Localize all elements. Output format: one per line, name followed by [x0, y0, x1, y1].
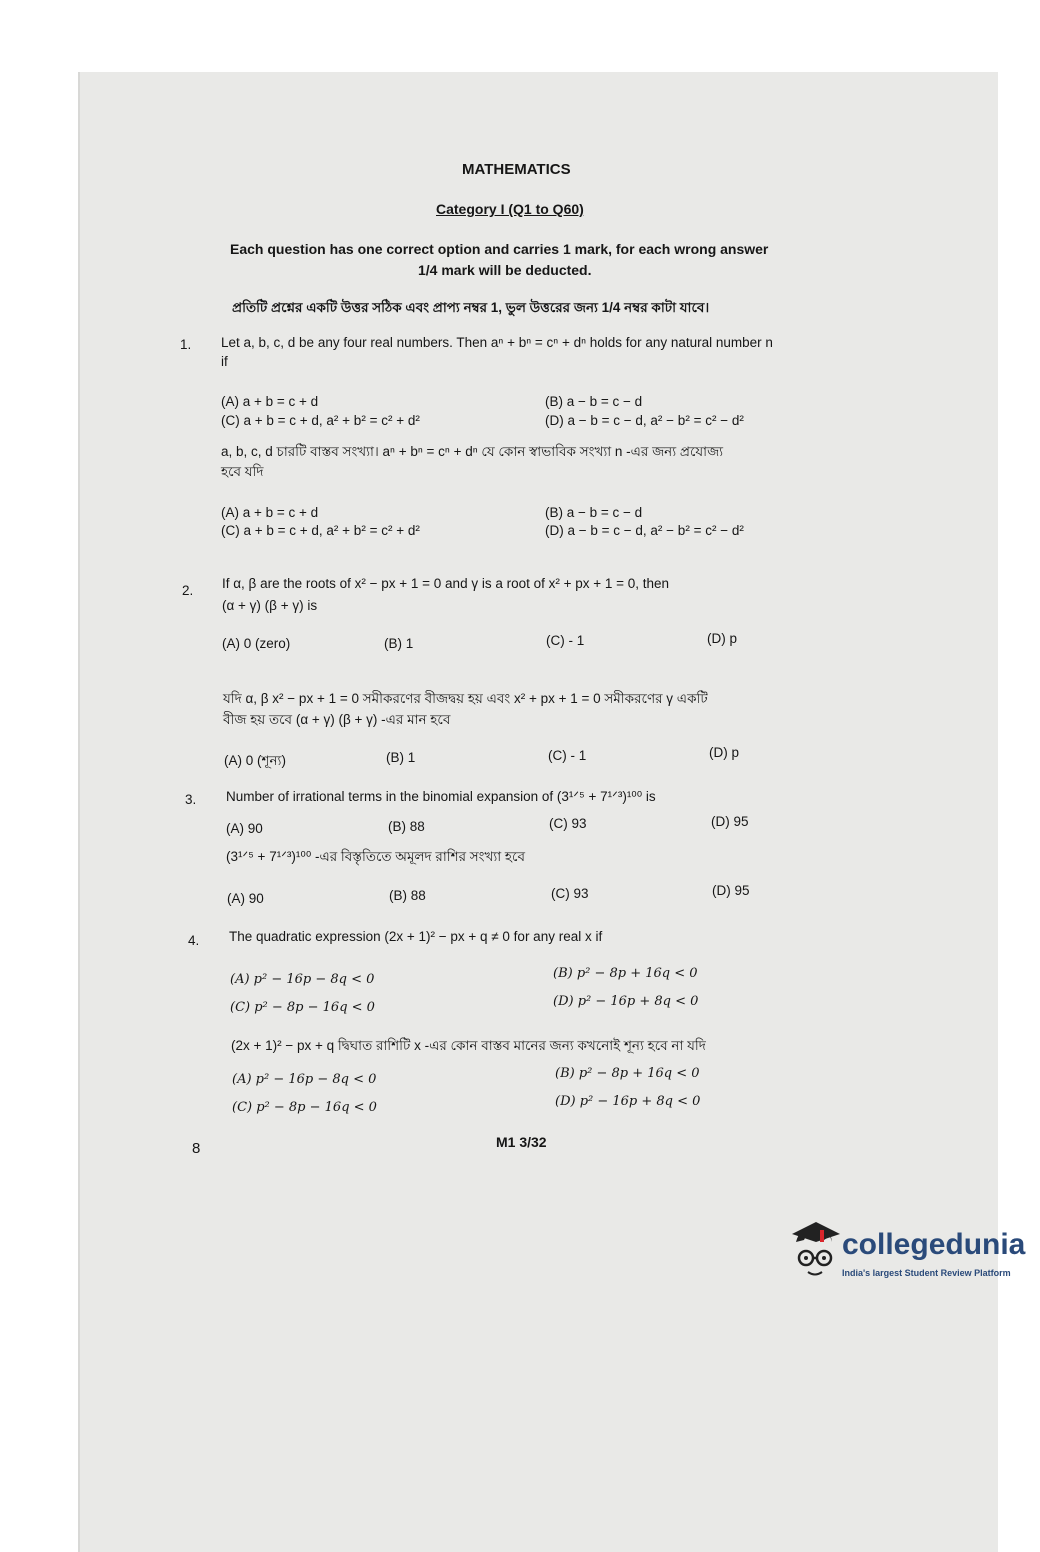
q1-option-a: (A) a + b = c + d: [221, 394, 319, 409]
q1-option-d: (D) a − b = c − d, a² − b² = c² − d²: [545, 413, 744, 428]
q4-bengali-option-a: (A) p² − 16p − 8q < 0: [232, 1072, 377, 1087]
q3-option-c: (C) 93: [549, 816, 587, 831]
q4-bengali-option-b: (B) p² − 8p + 16q < 0: [555, 1066, 700, 1081]
q2-bengali-stem-cont: বীজ হয় তবে (α + γ) (β + γ) -এর মান হবে: [223, 712, 451, 727]
q2-option-d: (D) p: [707, 631, 737, 646]
q4-option-c: (C) p² − 8p − 16q < 0: [230, 1000, 375, 1015]
q2-bengali-stem: যদি α, β x² − px + 1 = 0 সমীকরণের বীজদ্বয় হয় এবং x² + px + 1 = 0 সমীকরণের γ একটি: [223, 691, 708, 706]
question-1-stem-cont: if: [221, 354, 228, 369]
q3-option-d: (D) 95: [711, 814, 749, 829]
q2-option-c: (C) - 1: [546, 633, 585, 648]
q2-bengali-option-b: (B) 1: [386, 750, 416, 765]
logo-wordmark: collegedunia: [842, 1228, 1026, 1261]
q2-option-a: (A) 0 (zero): [222, 636, 291, 651]
instruction-bengali: প্রতিটি প্রশ্নের একটি উত্তর সঠিক এবং প্রাপ্য নম্বর 1, ভুল উত্তরের জন্য 1/4 নম্বর কাটা যাবে।: [232, 300, 710, 315]
q1-bengali-stem: a, b, c, d চারটি বাস্তব সংখ্যা। aⁿ + bⁿ = cⁿ + dⁿ যে কোন স্বাভাবিক সংখ্যা n -এর জন্য প্রযোজ্য: [221, 444, 724, 459]
q2-bengali-option-a: (A) 0 (শূন্য): [224, 753, 286, 768]
q3-bengali-option-c: (C) 93: [551, 886, 589, 901]
question-1-stem: Let a, b, c, d be any four real numbers. Then aⁿ + bⁿ = cⁿ + dⁿ holds for any natural number n: [221, 335, 773, 350]
q1-bengali-option-a: (A) a + b = c + d: [221, 505, 319, 520]
q4-bengali-option-d: (D) p² − 16p + 8q < 0: [555, 1094, 701, 1109]
q1-bengali-option-b: (B) a − b = c − d: [545, 505, 643, 520]
q2-option-b: (B) 1: [384, 636, 414, 651]
q4-option-d: (D) p² − 16p + 8q < 0: [553, 994, 699, 1009]
question-4-stem: The quadratic expression (2x + 1)² − px + q ≠ 0 for any real x if: [229, 929, 603, 944]
page-title: MATHEMATICS: [462, 161, 571, 178]
q1-option-b: (B) a − b = c − d: [545, 394, 643, 409]
q2-bengali-option-d: (D) p: [709, 745, 739, 760]
question-3-number: 3.: [185, 792, 197, 807]
question-2-stem: If α, β are the roots of x² − px + 1 = 0 and γ is a root of x² + px + 1 = 0, then: [222, 576, 670, 591]
question-4-number: 4.: [188, 933, 200, 948]
q4-option-a: (A) p² − 16p − 8q < 0: [230, 972, 375, 987]
q3-bengali-stem: (3¹ᐟ⁵ + 7¹ᐟ³)¹⁰⁰ -এর বিস্তৃতিতে অমূলদ রাশির সংখ্যা হবে: [226, 849, 525, 864]
question-3-stem: Number of irrational terms in the binomial expansion of (3¹ᐟ⁵ + 7¹ᐟ³)¹⁰⁰ is: [226, 789, 656, 804]
bengali-page-mark: 8: [192, 1140, 201, 1157]
q1-option-c: (C) a + b = c + d, a² + b² = c² + d²: [221, 413, 420, 428]
instruction-line-1: Each question has one correct option and carries 1 mark, for each wrong answer: [230, 241, 769, 257]
q3-bengali-option-a: (A) 90: [227, 891, 264, 906]
question-2-stem-cont: (α + γ) (β + γ) is: [222, 598, 318, 613]
category-heading: Category I (Q1 to Q60): [436, 201, 584, 217]
question-2-number: 2.: [182, 583, 194, 598]
logo-tagline: India's largest Student Review Platform: [842, 1268, 1011, 1278]
exam-sheet: [78, 72, 998, 1552]
q1-bengali-option-c: (C) a + b = c + d, a² + b² = c² + d²: [221, 523, 420, 538]
mascot-icon: [786, 1220, 842, 1290]
instruction-line-2: 1/4 mark will be deducted.: [418, 262, 592, 278]
page-number: M1 3/32: [496, 1134, 547, 1150]
q4-option-b: (B) p² − 8p + 16q < 0: [553, 966, 698, 981]
q4-bengali-option-c: (C) p² − 8p − 16q < 0: [232, 1100, 377, 1115]
q3-option-b: (B) 88: [388, 819, 425, 834]
collegedunia-logo: [786, 1216, 1026, 1296]
q2-bengali-option-c: (C) - 1: [548, 748, 587, 763]
q3-bengali-option-d: (D) 95: [712, 883, 750, 898]
q1-bengali-stem-cont: হবে যদি: [221, 464, 264, 479]
q4-bengali-stem: (2x + 1)² − px + q দ্বিঘাত রাশিটি x -এর কোন বাস্তব মানের জন্য কখনোই শূন্য হবে না যদি: [231, 1038, 706, 1053]
q3-option-a: (A) 90: [226, 821, 263, 836]
q1-bengali-option-d: (D) a − b = c − d, a² − b² = c² − d²: [545, 523, 744, 538]
question-1-number: 1.: [180, 337, 192, 352]
q3-bengali-option-b: (B) 88: [389, 888, 426, 903]
